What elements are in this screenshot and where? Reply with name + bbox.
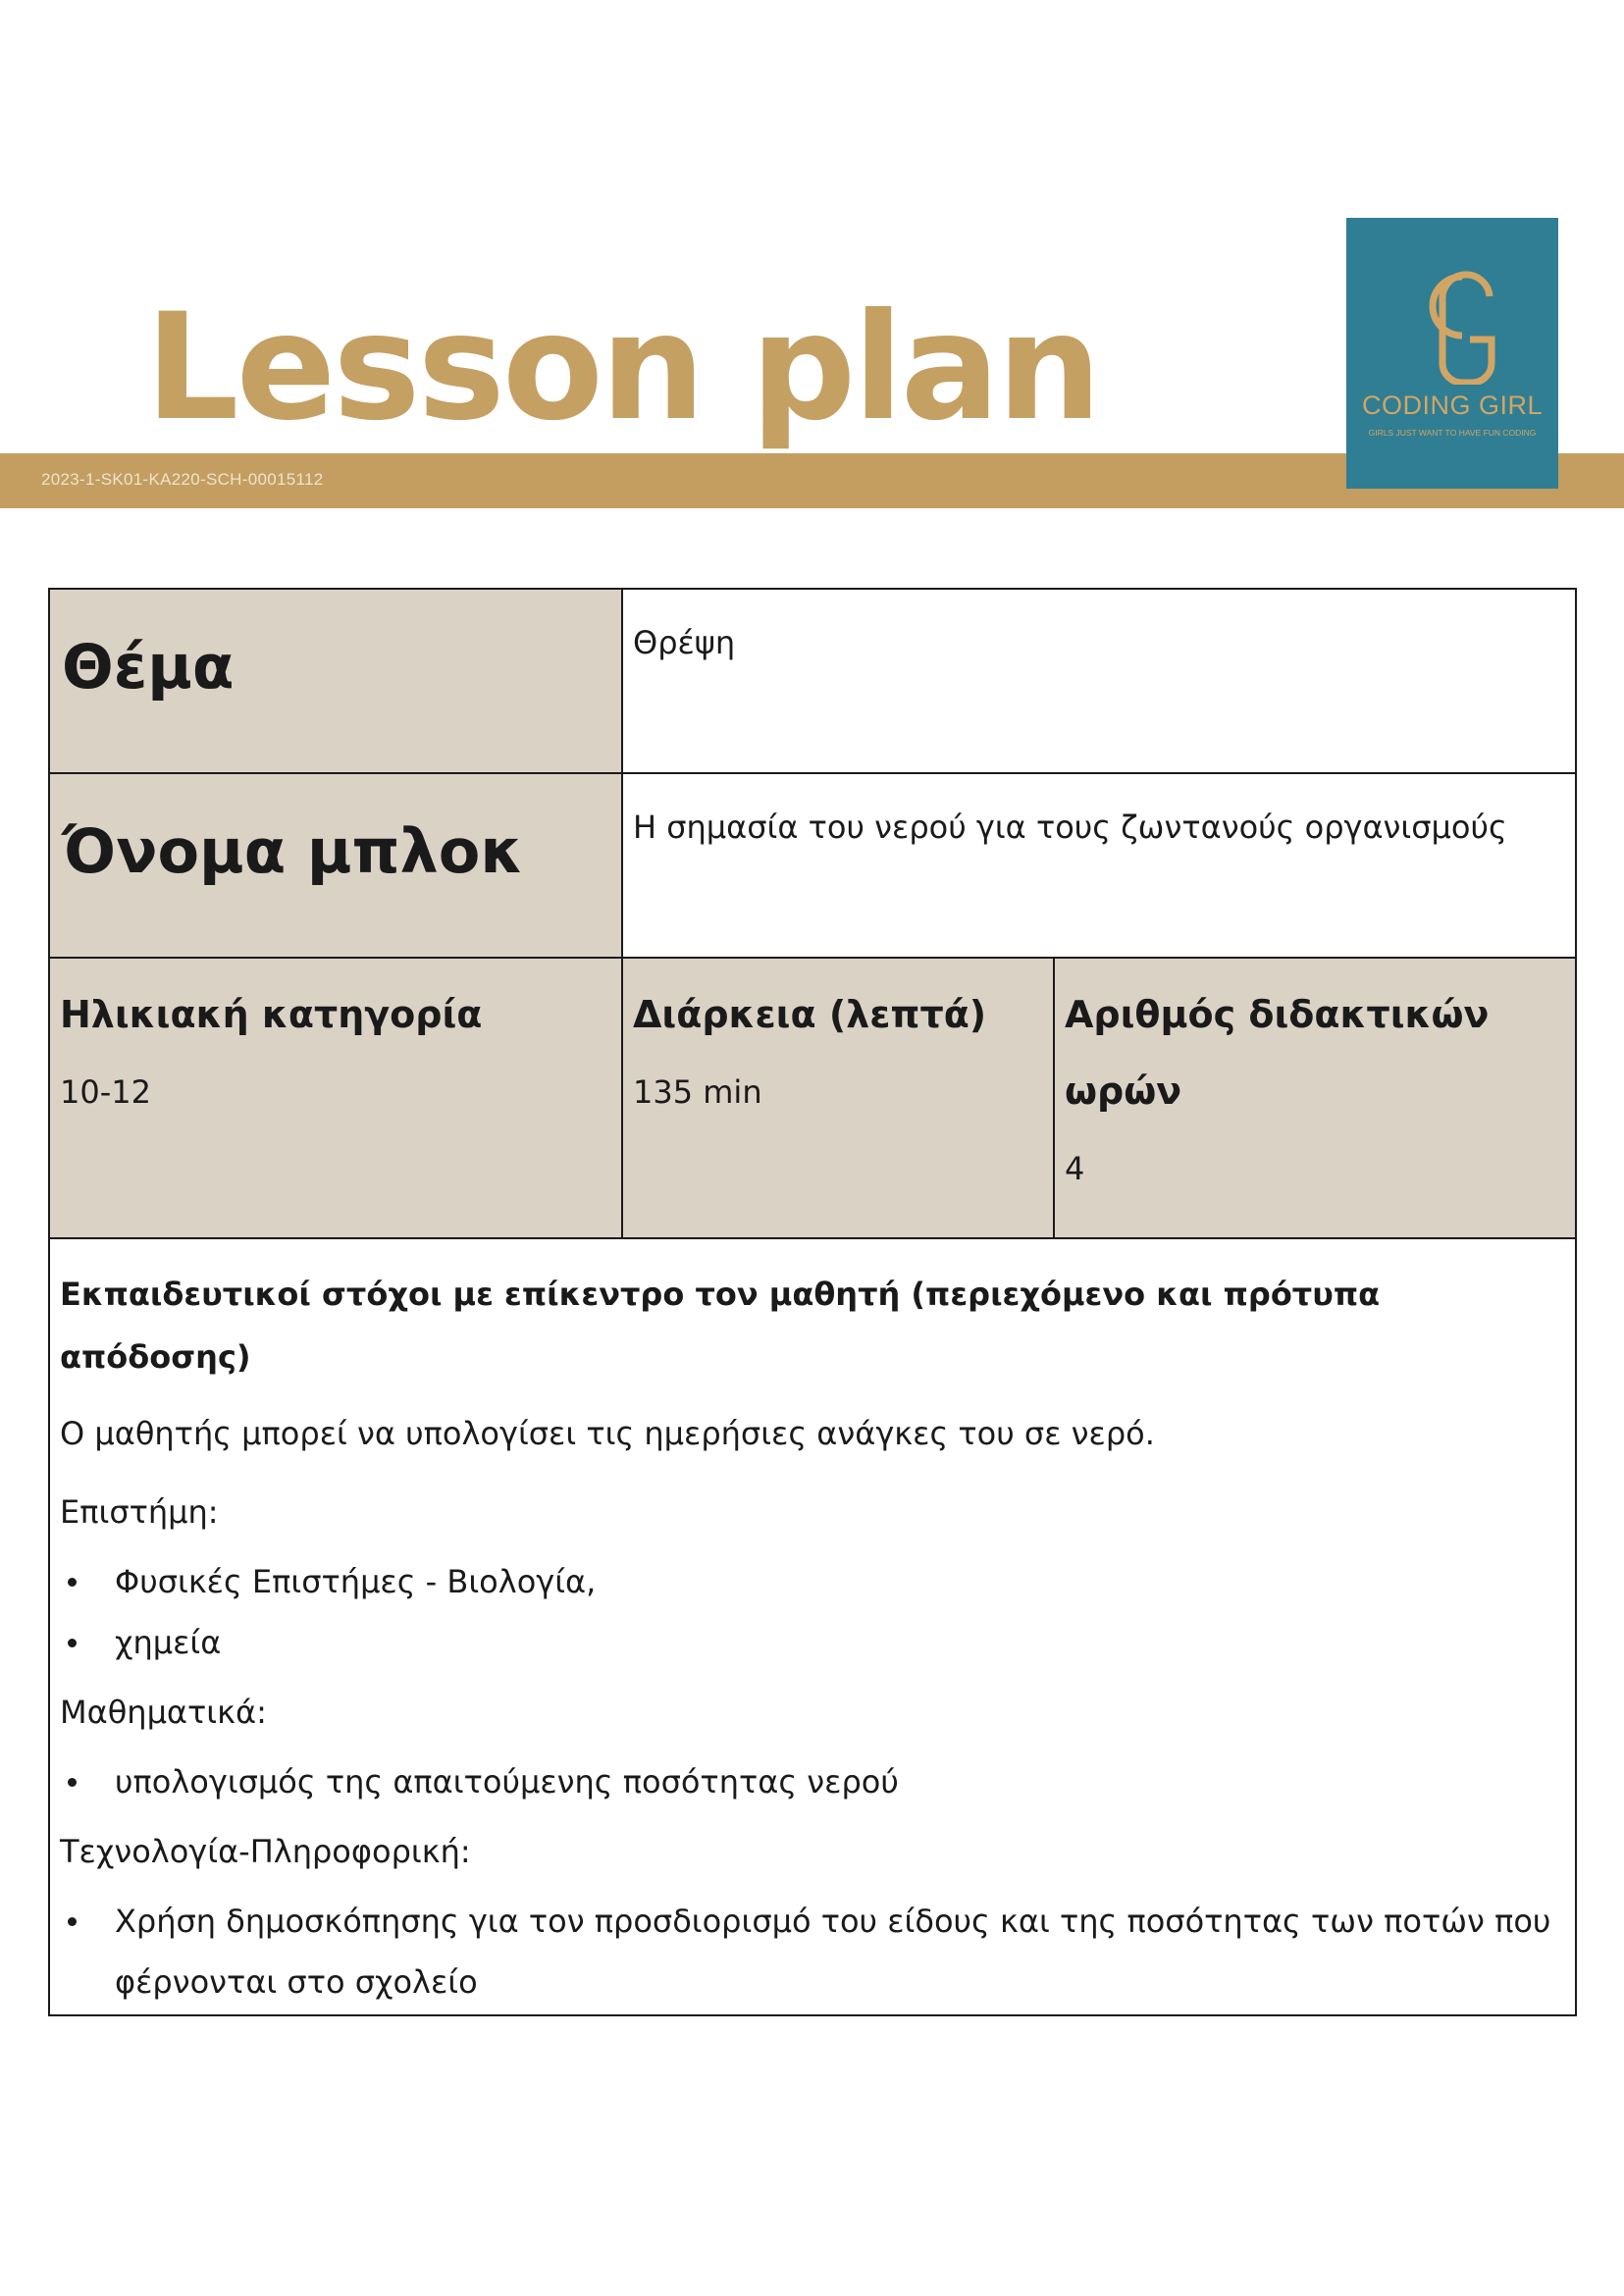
topic-value-cell (622, 589, 1576, 773)
age-group-label: Ηλικιακή κατηγορία (60, 993, 483, 1036)
duration-label: Διάρκεια (λεπτά) (633, 993, 987, 1036)
topic-label: Θέμα (62, 631, 235, 703)
science-list (60, 1551, 1575, 1673)
duration-value: 135 min (633, 1073, 762, 1111)
block-name-value: Η σημασία του νερού για τους ζωντανούς οργανισμούς (633, 809, 1507, 846)
teaching-hours-label: Αριθμός διδακτικών ωρών (1065, 993, 1490, 1113)
topic-label-cell (49, 589, 622, 773)
cg-monogram-icon (1401, 257, 1503, 385)
details-row (49, 958, 1576, 1238)
coding-girl-logo (1346, 218, 1558, 489)
logo-name: CODING GIRL (1361, 391, 1544, 420)
block-name-label: Όνομα μπλοκ (62, 815, 524, 887)
topic-value: Θρέψη (633, 624, 736, 661)
goals-cell (49, 1238, 1576, 2015)
block-name-value-cell (622, 773, 1576, 958)
duration-cell (622, 958, 1054, 1238)
logo-tagline: GIRLS JUST WANT TO HAVE FUN CODING (1368, 428, 1537, 438)
teaching-hours-cell (1054, 958, 1576, 1238)
age-group-cell (49, 958, 622, 1238)
topic-row (49, 589, 1576, 773)
block-name-row (49, 773, 1576, 958)
list-item: υπολογισμός της απαιτούμενης ποσότητας νερού (115, 1751, 1575, 1812)
page-title: Lesson plan (145, 283, 1099, 453)
list-item: Χρήση δημοσκόπησης για τον προσδιορισμό του είδους και της ποσότητας των ποτών που φέρνονται στο σχολείο (115, 1891, 1575, 2012)
math-list (60, 1751, 1575, 1812)
tech-label: Τεχνολογία-Πληροφορική: (60, 1833, 471, 1870)
science-label: Επιστήμη: (60, 1493, 219, 1531)
math-label: Μαθηματικά: (60, 1694, 267, 1731)
goals-intro: Ο μαθητής μπορεί να υπολογίσει τις ημερήσιες ανάγκες του σε νερό. (60, 1415, 1155, 1452)
lesson-plan-table (48, 588, 1577, 2016)
teaching-hours-value: 4 (1065, 1150, 1085, 1187)
list-item: Φυσικές Επιστήμες - Βιολογία, (115, 1551, 1575, 1612)
list-item: χημεία (115, 1612, 1575, 1673)
goals-content (50, 1239, 1575, 2012)
project-code: 2023-1-SK01-KA220-SCH-00015112 (41, 470, 324, 489)
goals-title: Εκπαιδευτικοί στόχοι με επίκεντρο τον μαθητή (περιεχόμενο και πρότυπα απόδοσης) (60, 1276, 1381, 1376)
block-name-label-cell (49, 773, 622, 958)
age-group-value: 10-12 (60, 1073, 151, 1111)
tech-list (60, 1891, 1575, 2012)
goals-row (49, 1238, 1576, 2015)
